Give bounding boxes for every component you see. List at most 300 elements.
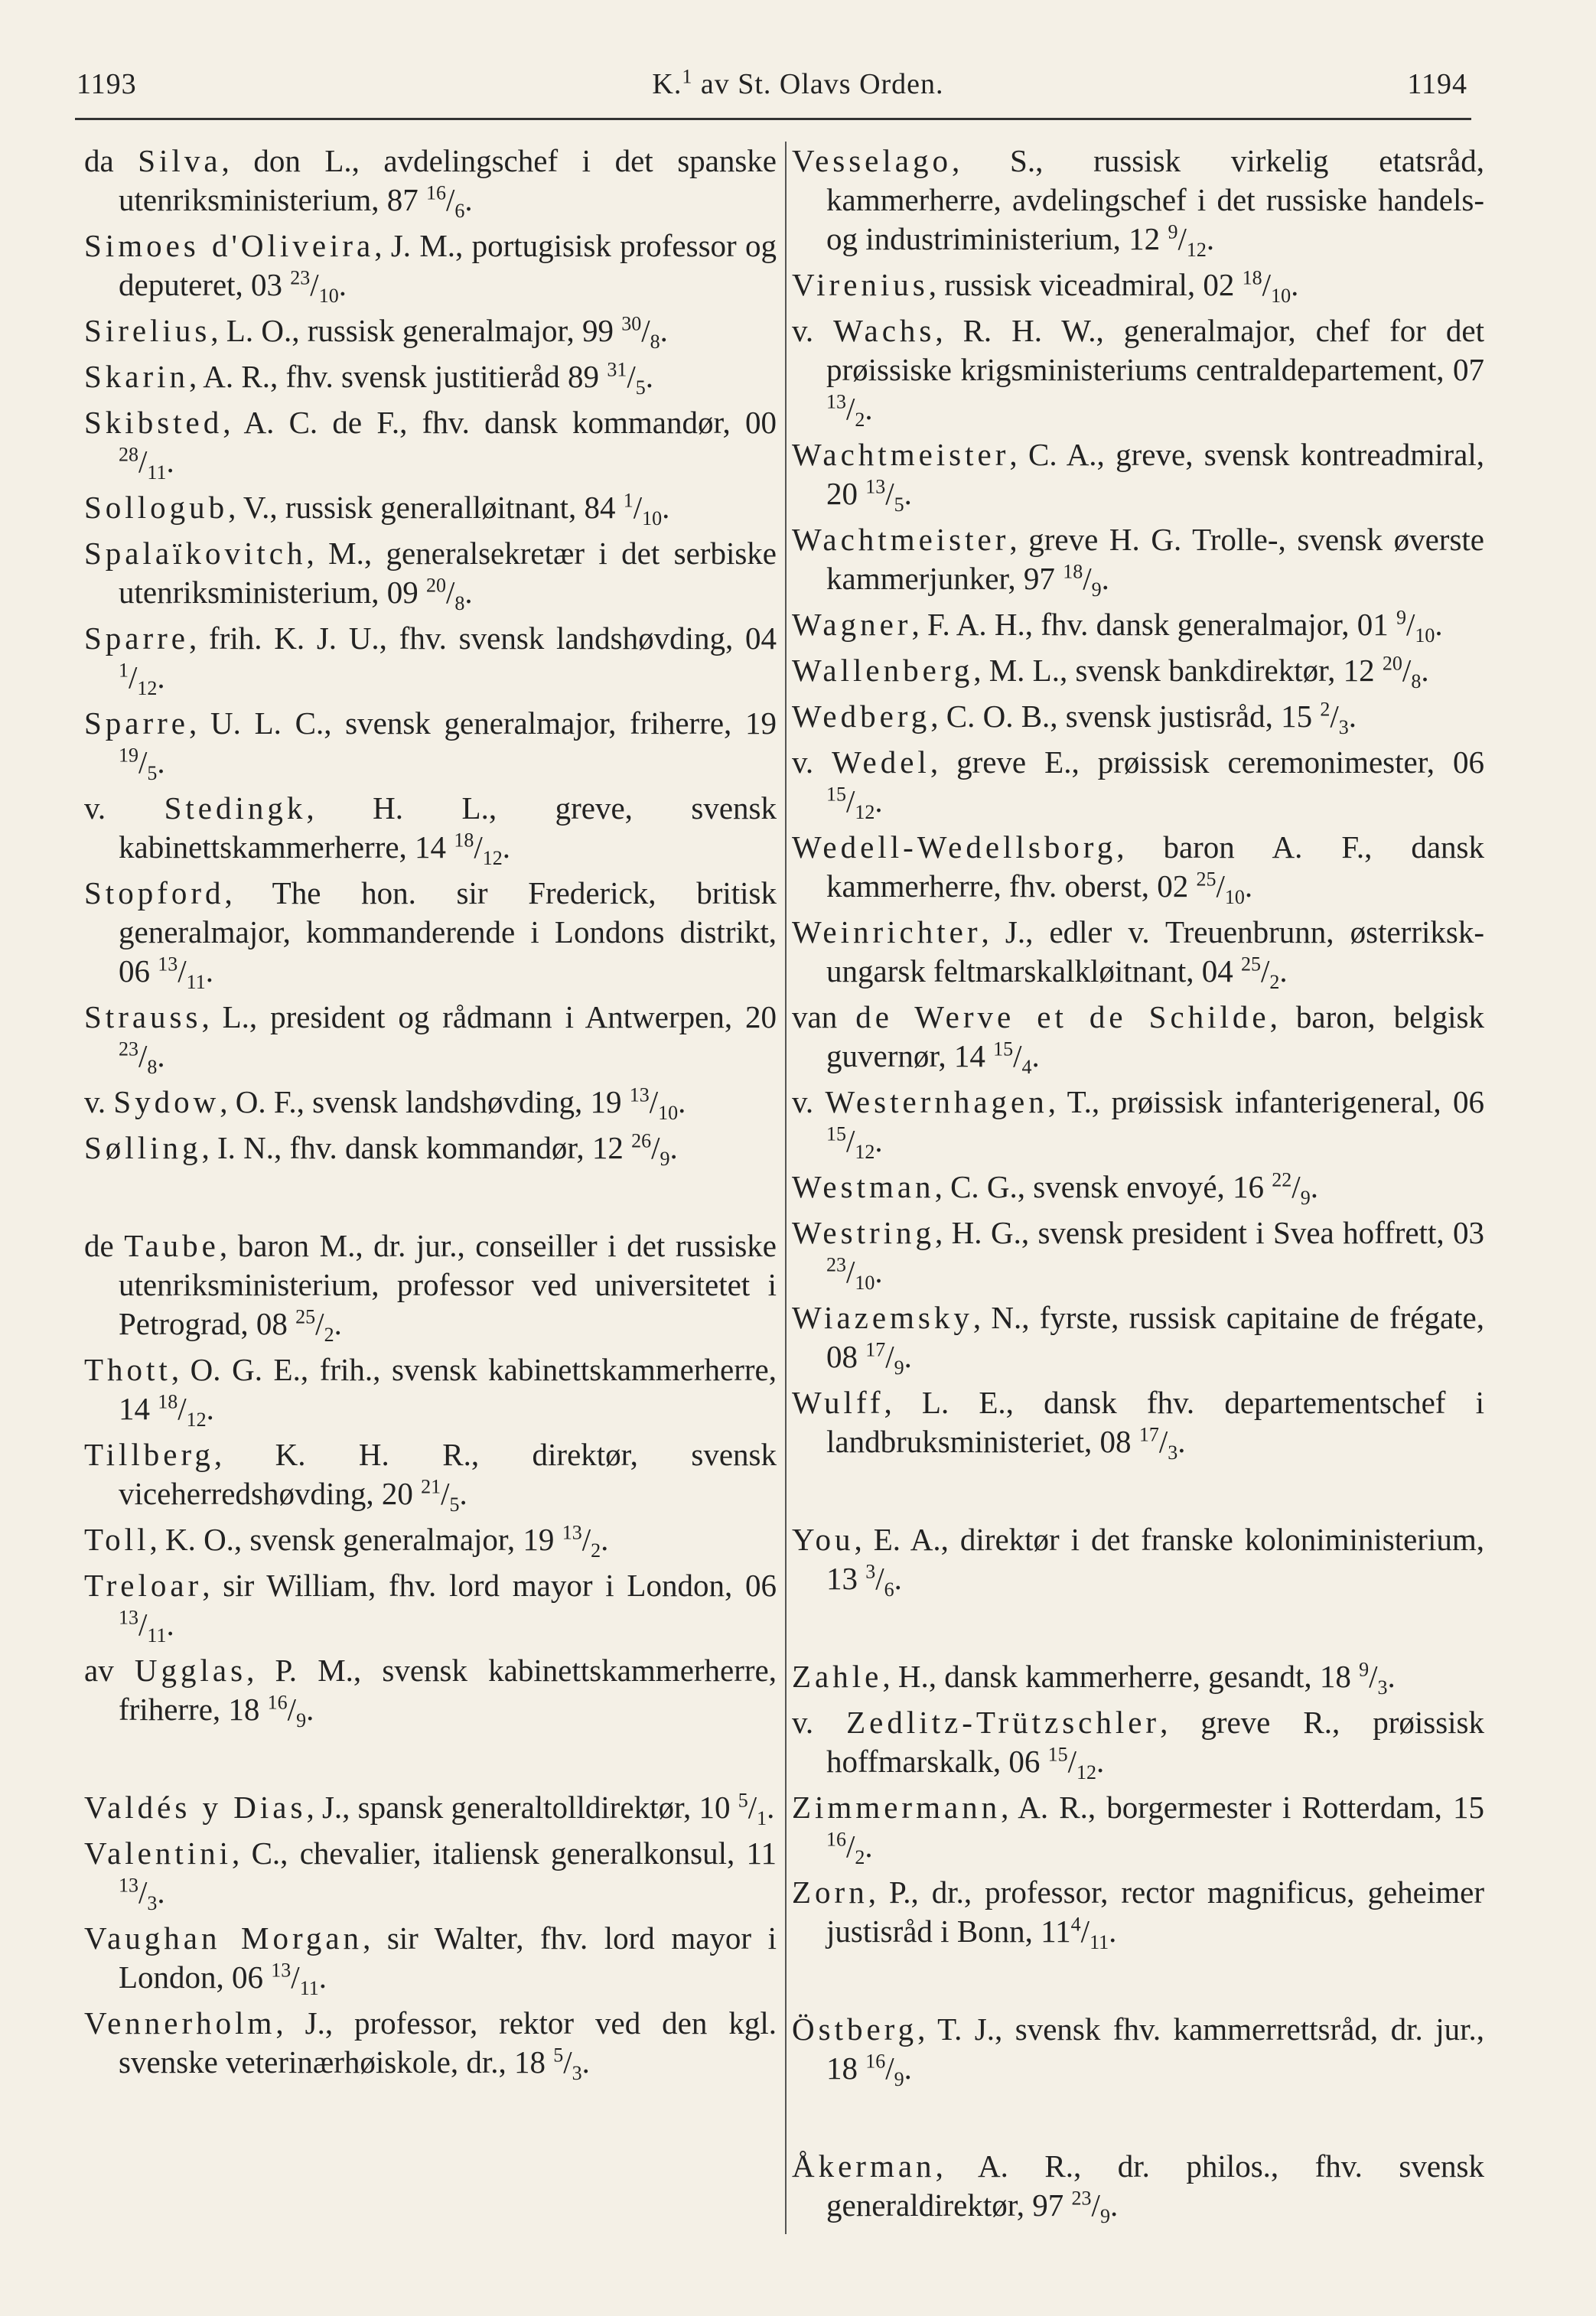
entry-end: .: [1109, 2187, 1119, 2223]
left-column: [84, 142, 777, 2089]
entry-end: .: [459, 1476, 467, 1511]
entry-details: , T. J., svensk fhv. kammerrettsråd, dr. jur., 18: [826, 2011, 1484, 2086]
entry-details: , V., russisk generalløitnant, 84: [228, 490, 624, 525]
date-month: 12: [186, 1409, 207, 1432]
entry-end: .: [904, 1339, 912, 1374]
date-slash: /: [178, 953, 187, 989]
entry-surname: Westernhagen: [825, 1084, 1048, 1119]
date-slash: /: [581, 1522, 591, 1557]
date-month: 10: [1271, 285, 1291, 308]
date-slash: /: [138, 1875, 148, 1910]
date-day: 13: [119, 1874, 138, 1897]
entry-details: , N., fyrste, russisk capitaine de frégate, 08: [826, 1300, 1484, 1374]
entry-surname: Sølling: [84, 1130, 202, 1165]
date-day: 25: [1241, 953, 1261, 976]
date-month: 8: [1411, 670, 1422, 693]
date-month: 12: [1076, 1761, 1097, 1784]
register-entry: [84, 1566, 777, 1647]
date-month: 3: [1338, 716, 1349, 739]
entry-surname: Sydow: [113, 1084, 220, 1119]
date-slash: /: [1083, 561, 1092, 596]
date-slash: /: [474, 829, 483, 865]
register-entry: [792, 2147, 1484, 2228]
entry-surname: Vennerholm: [84, 2005, 276, 2041]
register-entry: [84, 357, 777, 399]
entry-details: , R. H. W., generalmajor, chef for det prøissiske krigsministeriums centraldepartement, 07: [826, 313, 1484, 387]
entry-end: .: [157, 1875, 165, 1910]
date-day: 16: [267, 1691, 288, 1714]
entry-end: .: [645, 359, 653, 394]
entry-surname: Zorn: [792, 1875, 868, 1910]
entry-end: .: [904, 476, 912, 511]
register-entry: [792, 697, 1484, 739]
entry-details: , C., chevalier, italiensk generalkonsul, 11: [232, 1836, 777, 1871]
register-entry: [792, 435, 1484, 516]
entry-end: .: [1206, 221, 1215, 256]
date-day: 13: [865, 475, 886, 498]
date-day: 20: [426, 574, 446, 597]
section-gap: [792, 2095, 1484, 2147]
entry-end: .: [306, 1692, 314, 1727]
date-day: 30: [621, 312, 642, 335]
date-day: 16: [865, 2050, 886, 2073]
register-entry: [84, 998, 777, 1079]
entry-prefix: da: [84, 143, 138, 178]
right-column: [792, 142, 1484, 2232]
entry-details: , L. O., russisk generalmajor, 99: [210, 313, 622, 348]
entry-details: , H. L., greve, svensk kabinettskammerherre, 14: [119, 790, 777, 865]
entry-surname: Vesselago: [792, 143, 952, 178]
entry-surname: Stedingk: [164, 790, 307, 826]
entry-details: , L., president og rådmann i Antwerpen, 20: [201, 999, 777, 1034]
entry-end: .: [1177, 1424, 1186, 1459]
entry-end: .: [166, 444, 174, 479]
entry-surname: Zimmermann: [792, 1790, 1002, 1825]
entry-details: , C. O. B., svensk justisråd, 15: [930, 699, 1321, 734]
entry-details: , J. M., portugisisk professor og deputeret, 03: [119, 228, 777, 302]
date-month: 10: [1415, 624, 1435, 647]
entry-details: , O. G. E., frih., svensk kabinettskammerherre, 14: [119, 1352, 777, 1426]
entry-end: .: [157, 1038, 165, 1073]
section-gap: [792, 1468, 1484, 1520]
entry-end: .: [669, 1130, 678, 1165]
date-slash: /: [846, 783, 855, 819]
date-month: 2: [1269, 971, 1280, 994]
register-entry: [792, 1383, 1484, 1464]
date-month: 9: [1091, 578, 1102, 601]
date-day: 1: [623, 489, 634, 512]
entry-details: , J., spansk generaltolldirektør, 10: [306, 1790, 738, 1825]
date-month: 12: [855, 801, 875, 824]
date-slash: /: [291, 1959, 300, 1995]
entry-end: .: [904, 2051, 912, 2086]
entry-surname: Toll: [84, 1522, 150, 1557]
entry-surname: Wulff: [792, 1385, 884, 1420]
entry-surname: Vaughan Morgan: [84, 1920, 363, 1956]
date-month: 2: [855, 409, 865, 432]
entry-details: , M. L., svensk bankdirektør, 12: [973, 653, 1383, 688]
register-entry: [84, 311, 777, 353]
date-day: 16: [426, 181, 446, 204]
entry-end: .: [875, 1254, 883, 1289]
date-slash: /: [1261, 953, 1270, 989]
register-entry: [792, 1168, 1484, 1210]
entry-prefix: v.: [792, 313, 834, 348]
register-entry: [84, 1919, 777, 2000]
date-slash: /: [287, 1692, 297, 1727]
date-month: 11: [1090, 1931, 1109, 1954]
title-superscript: 1: [682, 65, 693, 88]
entry-end: .: [875, 1123, 883, 1158]
date-slash: /: [649, 1084, 659, 1119]
entry-prefix: v.: [84, 790, 164, 826]
entry-surname: Östberg: [792, 2011, 918, 2047]
date-slash: /: [885, 476, 894, 511]
register-entry: [84, 1226, 777, 1347]
date-day: 17: [865, 1338, 886, 1361]
date-slash: /: [1330, 699, 1339, 734]
register-entry: [84, 403, 777, 484]
entry-details: , C. G., svensk envoyé, 16: [934, 1169, 1272, 1204]
date-day: 15: [993, 1037, 1014, 1060]
date-month: 3: [572, 2062, 582, 2085]
date-day: 5: [553, 2044, 564, 2067]
date-day: 15: [826, 783, 846, 806]
date-slash: /: [627, 359, 636, 394]
date-slash: /: [138, 1038, 148, 1073]
entry-details: , C. A., greve, svensk kontreadmiral, 20: [826, 437, 1484, 511]
page-title: [0, 67, 1596, 101]
register-entry: [84, 1520, 777, 1562]
register-entry: [792, 1873, 1484, 1954]
date-month: 10: [1224, 886, 1245, 909]
register-entry: [84, 1651, 777, 1732]
date-month: 9: [1300, 1187, 1311, 1210]
entry-surname: Tillberg: [84, 1437, 214, 1472]
date-month: 4: [1021, 1056, 1032, 1079]
entry-details: , P., dr., professor, rector magnificus, geheimer justisråd i Bonn, 11: [826, 1875, 1484, 1949]
date-day: 18: [1063, 560, 1083, 583]
date-day: 9: [1359, 1658, 1370, 1681]
date-month: 2: [324, 1324, 334, 1347]
date-slash: /: [885, 1339, 894, 1374]
entry-end: .: [894, 1561, 902, 1596]
date-month: 9: [296, 1709, 307, 1732]
date-day: 4: [1070, 1913, 1081, 1936]
register-entry: [792, 1213, 1484, 1295]
register-entry: [84, 1350, 777, 1432]
date-month: 8: [454, 592, 465, 615]
entry-end: .: [1101, 561, 1109, 596]
entry-end: .: [502, 829, 510, 865]
date-slash: /: [846, 1254, 855, 1289]
entry-surname: Simoes d'Oliveira: [84, 228, 375, 263]
register-entry: [84, 2004, 777, 2085]
register-entry: [792, 1788, 1484, 1869]
date-day: 13: [158, 953, 178, 976]
section-gap: [792, 1605, 1484, 1657]
entry-end: .: [1421, 653, 1429, 688]
date-day: 23: [1071, 2187, 1092, 2210]
date-month: 10: [642, 507, 663, 530]
date-day: 18: [158, 1390, 178, 1413]
entry-surname: Valentini: [84, 1836, 233, 1871]
date-slash: /: [1091, 2187, 1100, 2223]
entry-surname: Wiazemsky: [792, 1300, 973, 1335]
entry-surname: Wallenberg: [792, 653, 974, 688]
date-slash: /: [310, 267, 319, 302]
date-month: 2: [591, 1539, 601, 1562]
entry-surname: Stopford: [84, 875, 225, 910]
date-slash: /: [1177, 221, 1187, 256]
title-prefix: K.: [652, 68, 682, 100]
date-slash: /: [138, 444, 148, 479]
date-month: 12: [137, 677, 158, 700]
register-entry: [84, 874, 777, 994]
entry-details: , F. A. H., fhv. dansk generalmajor, 01: [911, 607, 1396, 642]
entry-surname: Sirelius: [84, 313, 211, 348]
date-month: 10: [855, 1272, 875, 1295]
register-entry: [84, 142, 777, 223]
entry-details: , J., edler v. Treuenbrunn, østerriksk-ungarsk feltmarskalkløitnant, 04: [826, 914, 1484, 989]
entry-surname: Westring: [792, 1215, 936, 1250]
date-day: 23: [826, 1253, 846, 1276]
entry-surname: Silva: [138, 143, 222, 178]
entry-end: .: [865, 391, 873, 426]
entry-details: , don L., avdelingschef i det spanske utenriksministerium, 87: [119, 143, 777, 217]
entry-details: , sir William, fhv. lord mayor i London, 06: [202, 1568, 777, 1603]
date-month: 11: [147, 1624, 167, 1647]
date-month: 5: [894, 493, 904, 516]
entry-end: .: [662, 490, 670, 525]
register-entry: [84, 789, 777, 870]
register-entry: [792, 142, 1484, 262]
date-day: 2: [1320, 698, 1331, 721]
entry-end: .: [166, 1607, 174, 1642]
entry-prefix: de: [84, 1228, 125, 1263]
register-entry: [84, 534, 777, 615]
entry-details: , russisk viceadmiral, 02: [928, 267, 1243, 302]
entry-end: .: [1279, 953, 1288, 989]
entry-details: , K. O., svensk generalmajor, 19: [149, 1522, 562, 1557]
date-month: 11: [299, 1977, 319, 2000]
entry-end: .: [1031, 1038, 1040, 1073]
date-day: 17: [1138, 1423, 1159, 1446]
date-slash: /: [446, 182, 455, 217]
register-entry: [84, 1129, 777, 1171]
date-slash: /: [846, 391, 855, 426]
entry-end: .: [464, 575, 473, 610]
date-slash: /: [651, 1130, 660, 1165]
date-day: 15: [826, 1122, 846, 1145]
entry-prefix: v.: [792, 744, 832, 780]
date-slash: /: [846, 1829, 855, 1864]
date-month: 12: [855, 1141, 875, 1164]
date-day: 28: [119, 443, 138, 466]
date-month: 8: [650, 331, 660, 353]
date-month: 12: [482, 847, 503, 870]
date-month: 9: [660, 1148, 670, 1171]
date-slash: /: [138, 744, 148, 780]
date-month: 1: [757, 1807, 767, 1830]
entry-prefix: van: [792, 999, 856, 1034]
entry-end: .: [1244, 868, 1253, 904]
entry-surname: Virenius: [792, 267, 929, 302]
entry-surname: Treloar: [84, 1568, 203, 1603]
register-entry: [792, 998, 1485, 1079]
register-entry: [84, 1788, 777, 1830]
entry-end: .: [1310, 1169, 1318, 1204]
column-divider: [785, 142, 787, 2234]
register-entry: [792, 520, 1484, 601]
register-entry: [792, 1298, 1484, 1380]
entry-surname: Ugglas: [134, 1653, 247, 1688]
register-entry: [84, 1083, 777, 1125]
date-slash: /: [885, 2051, 894, 2086]
date-day: 13: [826, 390, 846, 413]
entry-prefix: av: [84, 1653, 135, 1688]
date-slash: /: [1369, 1659, 1378, 1694]
register-entry: [84, 619, 777, 700]
date-month: 10: [318, 285, 339, 308]
date-slash: /: [641, 313, 650, 348]
entry-end: .: [318, 1959, 327, 1995]
date-slash: /: [129, 660, 138, 695]
date-slash: /: [138, 1607, 148, 1642]
date-day: 13: [629, 1083, 650, 1106]
register-entry: [84, 1435, 777, 1516]
date-day: 13: [271, 1959, 292, 1982]
entry-details: , baron M., dr. jur., conseiller i det russiske utenriksministerium, professor ved universitetet i Petrograd, 08: [119, 1228, 777, 1341]
date-slash: /: [1067, 1744, 1077, 1779]
entry-prefix: v.: [792, 1705, 847, 1740]
entry-surname: Skarin: [84, 359, 190, 394]
entry-details: , H. G., svensk president i Svea hoffrett, 03: [935, 1215, 1484, 1250]
date-slash: /: [875, 1561, 884, 1596]
entry-surname: Wachtmeister: [792, 522, 1010, 557]
date-slash: /: [633, 490, 643, 525]
date-day: 3: [865, 1560, 876, 1583]
date-day: 31: [607, 358, 627, 381]
entry-details: , frih. K. J. U., fhv. svensk landshøvding, 04: [189, 621, 777, 656]
date-slash: /: [1291, 1169, 1301, 1204]
register-entry: [84, 226, 777, 308]
register-entry: [792, 1083, 1484, 1164]
entry-end: .: [1096, 1744, 1105, 1779]
register-entry: [792, 265, 1484, 308]
entry-end: .: [157, 660, 165, 695]
entry-surname: Skibsted: [84, 405, 223, 440]
date-month: 8: [147, 1056, 158, 1079]
entry-details: , baron A. F., dansk kammerherre, fhv. oberst, 02: [826, 829, 1484, 904]
entry-end: .: [205, 953, 213, 989]
entry-details: , H., dansk kammerherre, gesandt, 18: [882, 1659, 1360, 1694]
entry-surname: Zedlitz-Trützschler: [846, 1705, 1161, 1740]
entry-end: .: [678, 1084, 686, 1119]
date-slash: /: [1216, 868, 1225, 904]
date-month: 6: [884, 1578, 894, 1601]
entry-end: .: [1435, 607, 1443, 642]
date-month: 11: [147, 461, 167, 484]
entry-surname: Wachtmeister: [792, 437, 1010, 472]
date-day: 13: [119, 1606, 138, 1629]
date-slash: /: [1402, 653, 1412, 688]
entry-details: , greve H. G. Trolle-, svensk øverste kammerjunker, 97: [826, 522, 1484, 596]
entry-surname: Taube: [124, 1228, 220, 1263]
entry-surname: Strauss: [84, 999, 202, 1034]
date-month: 9: [894, 2068, 904, 2091]
register-entry: [792, 828, 1484, 909]
entry-details: , greve E., prøissisk ceremonimester, 06: [930, 744, 1484, 780]
entry-surname: Thott: [84, 1352, 171, 1387]
register-entry: [84, 704, 777, 785]
entry-surname: Zahle: [792, 1659, 883, 1694]
entry-surname: Spalaïkovitch: [84, 536, 307, 571]
entry-end: .: [334, 1306, 342, 1341]
register-entry: [84, 488, 777, 530]
entry-details: , K. H. R., direktør, svensk viceherredshøvding, 20: [119, 1437, 777, 1511]
entry-surname: de Werve et de Schilde: [855, 999, 1270, 1034]
entry-end: .: [601, 1522, 609, 1557]
section-gap: [84, 1736, 777, 1788]
entry-surname: Westman: [792, 1169, 935, 1204]
date-slash: /: [1080, 1914, 1090, 1949]
entry-end: .: [206, 1391, 214, 1426]
date-month: 9: [894, 1357, 904, 1380]
date-month: 12: [1186, 239, 1207, 262]
date-day: 23: [290, 266, 311, 289]
entry-details: , greve R., prøissisk hoffmarskalk, 06: [826, 1705, 1484, 1779]
register-entry: [84, 1834, 777, 1915]
date-month: 5: [635, 376, 646, 399]
date-month: 3: [1168, 1441, 1178, 1464]
date-slash: /: [846, 1123, 855, 1158]
date-month: 5: [449, 1494, 460, 1516]
entry-details: , P. M., svensk kabinettskammerherre, friherre, 18: [119, 1653, 777, 1727]
date-day: 19: [119, 744, 138, 767]
date-day: 5: [738, 1789, 748, 1812]
date-slash: /: [1262, 267, 1272, 302]
date-day: 15: [1047, 1743, 1068, 1766]
entry-surname: Sparre: [84, 621, 190, 656]
entry-details: , O. F., svensk landshøvding, 19: [220, 1084, 630, 1119]
entry-end: .: [767, 1790, 775, 1825]
date-month: 2: [855, 1846, 865, 1869]
header-rule: [75, 118, 1471, 120]
date-slash: /: [1405, 607, 1415, 642]
entry-surname: Wedel: [832, 744, 930, 780]
date-slash: /: [315, 1306, 324, 1341]
date-slash: /: [748, 1790, 757, 1825]
register-entry: [792, 743, 1484, 824]
entry-prefix: v.: [792, 1084, 826, 1119]
entry-details: , baron, belgisk guvernør, 14: [826, 999, 1485, 1073]
entry-surname: Sparre: [84, 705, 190, 741]
register-entry: [792, 2010, 1484, 2091]
register-entry: [792, 651, 1484, 693]
entry-end: .: [157, 744, 165, 780]
entry-details: , A. R., borgermester i Rotterdam, 15: [1001, 1790, 1484, 1825]
date-day: 18: [1242, 266, 1262, 289]
section-gap: [84, 1174, 777, 1226]
date-slash: /: [178, 1391, 187, 1426]
date-day: 23: [119, 1037, 138, 1060]
date-day: 18: [454, 829, 474, 852]
date-slash: /: [563, 2044, 572, 2080]
date-month: 3: [147, 1892, 158, 1915]
register-entry: [792, 1657, 1484, 1699]
date-day: 1: [119, 659, 129, 682]
